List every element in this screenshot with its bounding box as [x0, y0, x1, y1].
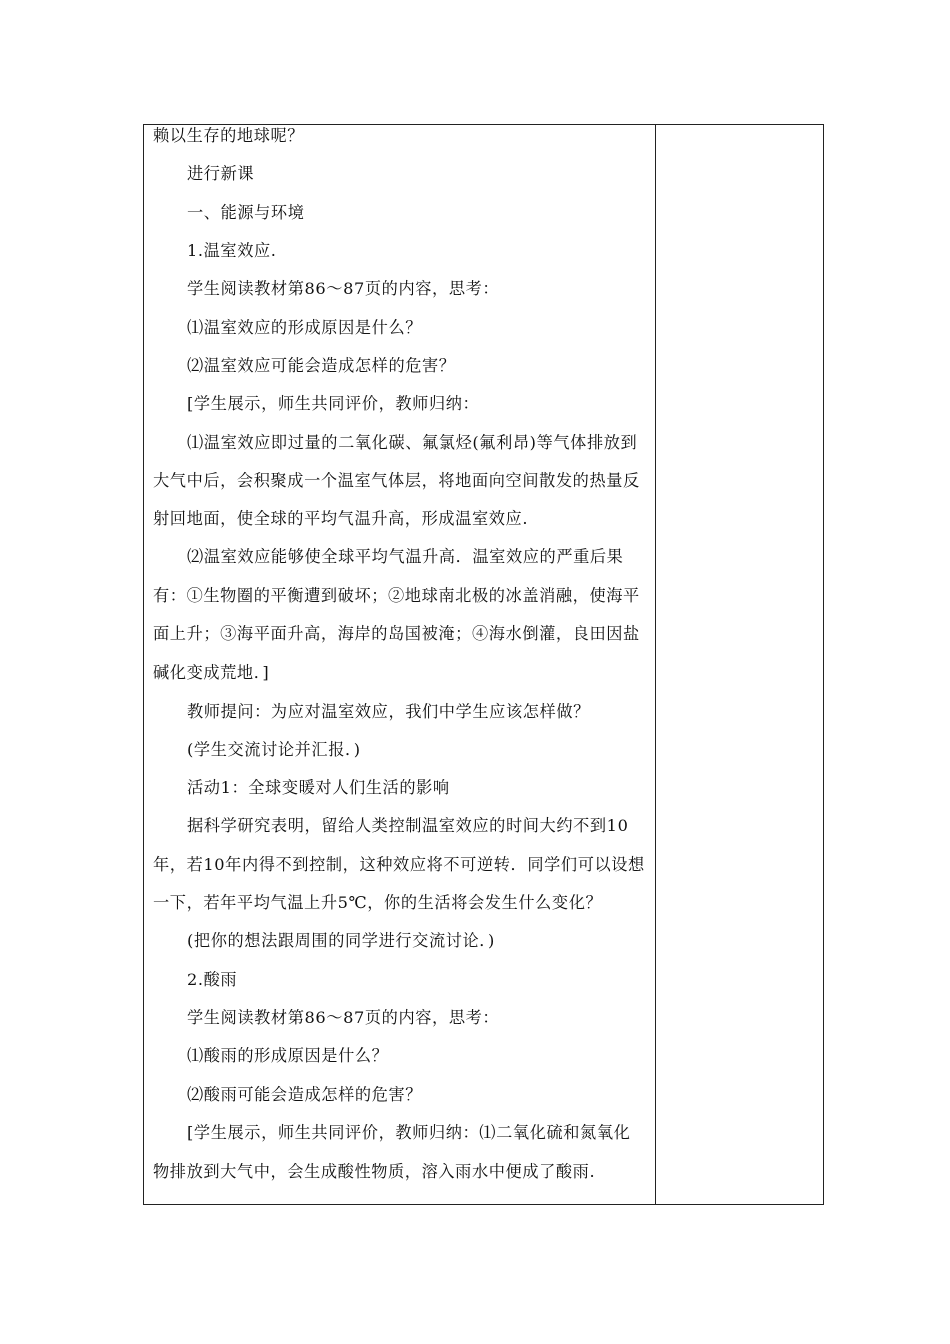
text-line: 活动1：全球变暖对人们生活的影响	[187, 778, 450, 797]
text-line: ⑴温室效应的形成原因是什么？	[187, 318, 423, 337]
text-line: 学生阅读教材第86～87页的内容，思考：	[187, 1008, 500, 1027]
text-line: 2.酸雨	[187, 970, 238, 989]
text-line: 面上升；③海平面升高，海岸的岛国被淹；④海水倒灌，良田因盐	[153, 624, 640, 643]
text-line: 进行新课	[187, 164, 255, 183]
text-line: 年，若10年内得不到控制，这种效应将不可逆转．同学们可以设想	[153, 855, 645, 874]
text-line: 一、能源与环境	[187, 203, 305, 222]
text-line: (学生交流讨论并汇报．)	[187, 740, 361, 759]
text-line: 据科学研究表明，留给人类控制温室效应的时间大约不到10	[187, 816, 629, 835]
lesson-table	[143, 124, 824, 1205]
lesson-content-cell	[144, 125, 655, 1204]
text-line: 赖以生存的地球呢？	[153, 126, 305, 145]
text-line: ⑴温室效应即过量的二氧化碳、氟氯烃(氟利昂)等气体排放到	[187, 433, 638, 452]
text-line: ⑵温室效应能够使全球平均气温升高．温室效应的严重后果	[187, 547, 624, 566]
text-line: 碱化变成荒地．]	[153, 663, 270, 682]
text-line: ⑴酸雨的形成原因是什么？	[187, 1046, 389, 1065]
text-line: ⑵酸雨可能会造成怎样的危害？	[187, 1085, 423, 1104]
text-line: [学生展示，师生共同评价，教师归纳：⑴二氧化硫和氮氧化	[187, 1123, 631, 1142]
notes-cell	[656, 125, 823, 1204]
text-line: [学生展示，师生共同评价，教师归纳：	[187, 394, 480, 413]
text-line: (把你的想法跟周围的同学进行交流讨论．)	[187, 931, 495, 950]
text-line: 教师提问：为应对温室效应，我们中学生应该怎样做？	[187, 702, 590, 721]
text-line: 物排放到大气中，会生成酸性物质，溶入雨水中便成了酸雨.	[153, 1162, 596, 1181]
text-line: ⑵温室效应可能会造成怎样的危害？	[187, 356, 456, 375]
text-line: 学生阅读教材第86～87页的内容，思考：	[187, 279, 500, 298]
text-line: 大气中后，会积聚成一个温室气体层，将地面向空间散发的热量反	[153, 471, 640, 490]
text-line: 一下，若年平均气温上升5℃，你的生活将会发生什么变化？	[153, 893, 603, 912]
text-line: 有：①生物圈的平衡遭到破坏；②地球南北极的冰盖消融，使海平	[153, 586, 640, 605]
text-line: 射回地面，使全球的平均气温升高，形成温室效应.	[153, 509, 529, 528]
text-line: 1.温室效应.	[187, 241, 277, 260]
